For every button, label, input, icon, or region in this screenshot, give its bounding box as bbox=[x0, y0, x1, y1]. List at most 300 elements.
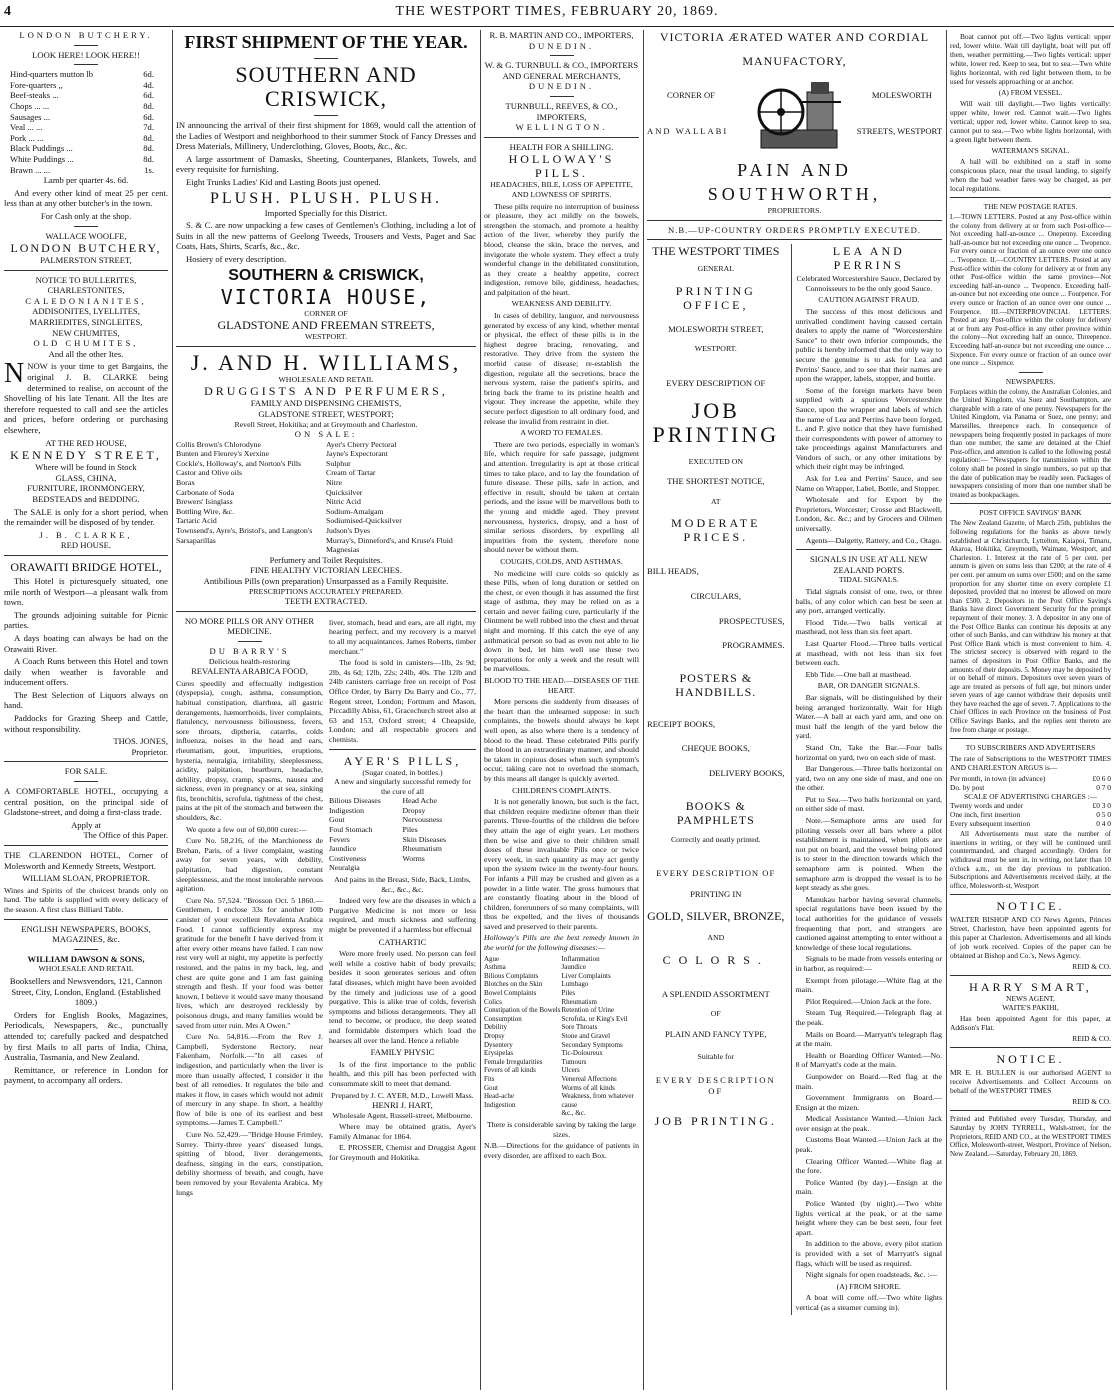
adv-rate-value: £0 3 0 bbox=[1092, 801, 1111, 811]
food-sold-text: The food is sold in canisters—1lb, 2s 9d; 2lb, 4s 6d; 12lb, 22s; 24lb, 40s. The 12lb and 24lb canisters carriage free on receipt of Post Office Order, by Barry Du Barry and Co., 77, Regent street, London; Fortnum and Mason, Piccadilly Abiss, 61, Gracechurch street also at 63 and 153, Oxford street; 4 Cheapside, London; and all respectable grocers and chemists. bbox=[329, 658, 476, 744]
molesworth-label: MOLESWORTH bbox=[871, 90, 932, 100]
cure-3: Cure No. 54,816.—From the Rev J. Campbell, Syderstone Rectory, near Fakenham, Norfolk.—"In all cases of indigestion, and particularly when the liver is more than usually affected, I consider it the best of all remedies. It regulates the bile and makes it flow, in cases which would not admit of mercury in any shape. In short, a healthy flow of bile is one of its earliest and best symptoms.—James T. Campbell." bbox=[176, 1032, 323, 1128]
disease-item: Debility bbox=[484, 1023, 507, 1032]
sig-p10: Manukau harbor having several channels, special regulations have been issued by the local authorities for the guidance of vessels frequenting that port, and strangers are cautioned against attempting to enter without a knowledge of these local regulations. bbox=[795, 894, 942, 952]
victoria-house: VICTORIA HOUSE, bbox=[220, 284, 432, 309]
divider bbox=[74, 64, 98, 65]
ayers-disease: Bilious Diseases bbox=[329, 796, 381, 806]
signal-item: Medical Assistance Wanted.—Union Jack over ensign at the peak. bbox=[795, 1114, 942, 1133]
ayers-left bbox=[329, 796, 403, 873]
notice-1-text: WALTER BISHOP AND CO News Agents, Princes Street, Charleston, have been appointed agents for this paper at Charleston. Advertisements and all kinds of job work received. Copies of the paper can be obtained at Bishop and Co.'s, News Agency. bbox=[950, 915, 1111, 961]
orawaiti-paragraph: A days boating can always be had on the Orawaiti River. bbox=[4, 632, 168, 654]
harry-text: Has been appointed Agent for this paper, at Addison's Flat. bbox=[950, 1014, 1111, 1033]
column-divider bbox=[480, 30, 481, 1390]
price-item: Sausages ... bbox=[10, 111, 51, 122]
price-item: Beef-steaks ... bbox=[10, 90, 59, 101]
sig-p11: Signals to be made from vessels entering or in harbor, as required:— bbox=[795, 954, 942, 973]
ayers-disease: Rheumatism bbox=[402, 844, 442, 854]
ayers-disease: Fevers bbox=[329, 834, 350, 844]
disease-item: Consumption bbox=[484, 1014, 522, 1023]
divider bbox=[950, 1110, 1111, 1111]
rate-row bbox=[950, 783, 1111, 792]
where-text: Where may be obtained gratis, Ayer's Family Almanac for 1864. bbox=[329, 1122, 476, 1141]
from-vessel: (A) FROM VESSEL. bbox=[998, 88, 1063, 97]
signal-item: Exempt from pilotage.—White flag at the main. bbox=[795, 975, 942, 995]
disease-item: Stone and Gravel bbox=[561, 1032, 611, 1040]
ayers-right bbox=[403, 796, 477, 873]
on-sale-item: Collis Brown's Chlorodyne bbox=[176, 439, 262, 449]
cash-text: For Cash only at the shop. bbox=[40, 210, 132, 221]
ayers-ad bbox=[329, 616, 476, 1199]
damasks-text: A large assortment of Damasks, Sheeting, Counterpanes, Blankets, Towels, and every requisite for furnishing. bbox=[176, 153, 476, 175]
notice-to-ites bbox=[4, 275, 168, 360]
delicious: Delicious health-restoring bbox=[208, 656, 291, 666]
disease-item: Liver Complaints bbox=[561, 971, 611, 980]
ayers-disease: Indigestion bbox=[329, 805, 365, 815]
orawaiti-paragraph: The grounds adjoining suitable for Picnic parties. bbox=[4, 609, 168, 631]
lea-p4: Wholesale and for Export by the Proprietors, Worcester; Crosse and Blackwell, London, &c. &c.; and by Grocers and Oilmen universally. bbox=[795, 495, 942, 534]
disease-item: Indigestion bbox=[484, 1100, 516, 1109]
column-5 bbox=[950, 30, 1111, 1390]
ayers-disease: Piles bbox=[402, 825, 418, 835]
on-sale-left bbox=[176, 440, 326, 555]
divider bbox=[238, 641, 262, 642]
shortest-notice: THE SHORTEST NOTICE, bbox=[667, 476, 765, 487]
molesworth-street: MOLESWORTH STREET, bbox=[668, 323, 764, 334]
southern-criswick-heading: SOUTHERN AND CRISWICK, bbox=[235, 62, 417, 111]
apply-at: Apply at bbox=[71, 819, 101, 830]
cathartic-heading: CATHARTIC bbox=[378, 936, 427, 947]
ayers-disease: Skin Diseases bbox=[402, 834, 447, 844]
diseases-list bbox=[484, 955, 639, 1118]
leeches: FINE HEALTHY VICTORIAN LEECHES. bbox=[250, 565, 402, 576]
remittance-text: Remittance, or reference in London for payment, to accompany all orders. bbox=[4, 1064, 168, 1086]
on-sale-item: Sulphur bbox=[326, 458, 351, 468]
du-barry-heading: DU BARRY'S bbox=[209, 645, 290, 656]
look-here: LOOK HERE! LOOK HERE!! bbox=[32, 49, 140, 60]
printing-ad bbox=[647, 244, 785, 1314]
price-item: Brawn ... ... bbox=[10, 164, 51, 175]
holloway-heading: HOLLOWAY'S PILLS. bbox=[508, 152, 615, 181]
divider bbox=[4, 555, 168, 556]
sale-hotel-text: A COMFORTABLE HOTEL, occupying a central position, on the principal side of Gladstone-street, and doing a first-class trade. bbox=[4, 786, 168, 818]
sig-p7: Bar Dangerous.—Three balls horizontal on yard, two on any one side of mast, and one on the other. bbox=[795, 764, 942, 793]
rate-value: 0 7 0 bbox=[1096, 783, 1111, 793]
savings-text: The New Zealand Gazette, of March 25th, publishes the following regulations for the banks as above newly established at Christchurch, Lyttelton, Kaiapoi, Timaru, Akaroa, Hokitika, Greymouth, Waimate, Westport, and Charleston. 1. Interest at the rate of 5 per cent. per annum is given on sums less than £200; at the rate of 4 per cent. per annum on sums over £500; and on the same proportion for any shorter time on every complete £1 deposited, provided that no interest be allowed on more than £500. 2. Depositors in the Post Office Saving's Banks have direct Government Security for the prompt repayment of their money. 3. A depositor in any one of the Post Office Banks can continue his deposits at any other of such Banks, and can withdraw his money at that Post Office Bank which is most convenient to him. 4. The strictest secrecy is observed with regard to the names of depositors in Post Office Banks, and the amounts of their deposits. 5. Money may be deposited by or on behalf of minors. Depositors over seven years of age are treated as persons of full age, but minors under seven years of age cannot withdraw their deposits until they have reached the age of seven. 7. Applications to the Chief Offices in each Province on the business of Post Office Savings Banks, and the replies sent thereto are free from charge or postage. bbox=[950, 519, 1111, 734]
dawson-address: Booksellers and Newsvendors, 121, Cannon Street, City, London, England. (Established 1809.) bbox=[9, 975, 163, 1008]
for-sale-heading: FOR SALE. bbox=[64, 766, 108, 777]
on-sale-item: Townsend's, Ayre's, Bristol's, and Langton's Sarsaparillas bbox=[176, 526, 313, 545]
price-row bbox=[4, 154, 168, 165]
column-divider bbox=[946, 30, 947, 1390]
disease-item: Bowel Complaints bbox=[484, 989, 537, 998]
masthead-rule bbox=[0, 26, 1114, 27]
holloway-p6: It is not generally known, but such is the fact, that children require medicine oftener than their parents. Three-fourths of the children die before they attain the age of eight years. Let mothers then be wise and give to their children small doses of these invaluable Pills once or twice every week, in such quantity as may act gently upon the system twice in the twenty-four hours. For infants a Pill may be crushed and given as a powder in a little water. The gross humours that are constantly floating about in the blood of children, forerunners of so many complaints, will thus be expelled, and the lives of thousands saved and preserved to their parents. bbox=[484, 797, 639, 931]
sig-p6: Stand On, Take the Bar.—Four balls horizontal on yard, two on each side of mast. bbox=[795, 742, 942, 762]
divider bbox=[4, 270, 168, 271]
disease-item: Fevers of all kinds bbox=[484, 1066, 536, 1075]
disease-item: Gout bbox=[484, 1083, 498, 1092]
reeves-heading: TURNBULL, REEVES, & CO., IMPORTERS, bbox=[505, 100, 618, 122]
disease-item: Lumbago bbox=[561, 980, 589, 989]
revell-street: Revell Street, Hokitika; and at Greymouth and Charleston. bbox=[234, 419, 418, 429]
signal-item: Clearing Officer Wanted.—White flag at the fore. bbox=[795, 1156, 942, 1176]
diseases-right bbox=[562, 955, 640, 1118]
first-shipment-heading: FIRST SHIPMENT OF THE YEAR. bbox=[184, 32, 468, 52]
divider bbox=[647, 220, 942, 221]
waterman-heading: WATERMAN'S SIGNAL. bbox=[991, 146, 1070, 155]
divider bbox=[950, 197, 1111, 198]
dropcap: N bbox=[4, 358, 25, 390]
ayers-disease: Dropsy bbox=[402, 805, 426, 815]
signal-item: Police Wanted (by day).—Ensign at the main. bbox=[795, 1177, 942, 1197]
prescriptions: PRESCRIPTIONS ACCURATELY PREPARED. bbox=[249, 586, 403, 596]
price-value: 6d. bbox=[143, 90, 154, 101]
divider bbox=[74, 45, 98, 46]
signal-item: Government Immigrants on Board.—Ensign at the mizen. bbox=[795, 1093, 942, 1112]
notice-line: ADDISONITES, LYELLITES, bbox=[32, 306, 140, 317]
unpacking-text: S. & C. are now unpacking a few cases of Gentlemen's Clothing, including a lot of Suits in all the new patterns of Geelong Tweeds, Trousers and Vests, Paget and Sac Coats, Hats, Shirts, Scarfs, &c., &c. bbox=[176, 220, 476, 252]
orawaiti-heading: ORAWAITI BRIDGE HOTEL, bbox=[10, 559, 162, 574]
thos-jones: THOS. JONES, bbox=[113, 736, 168, 747]
on-sale-item: Nitre bbox=[326, 478, 343, 488]
notice-line: MARRIEDITES, SINGLEITES, bbox=[29, 317, 143, 328]
col2-lower bbox=[176, 616, 476, 1199]
hosiery-text: Hosiery of every description. bbox=[186, 253, 287, 264]
subs-text: The rate of Subscriptions to the WESTPORT TIMES AND CHARLESTON ARGUS is— bbox=[950, 754, 1111, 773]
price-value: 8d. bbox=[143, 100, 154, 111]
books-pamphlets: BOOKS & PAMPHLETS bbox=[676, 798, 755, 827]
subscription-rates bbox=[950, 774, 1111, 792]
sloan-name: WILLIAM SLOAN, PROPRIETOR. bbox=[22, 873, 150, 884]
holloway-p4: No medicine will cure colds so quickly as these Pills, when of long duration or settled on the chest, or even though it has assumed the first stage of asthma, they may be relied on as a certain and never failing cure, particularly if the Ointment be well rubbed into the chest and throat night and morning. If this catch the eye of any asthmatical person so bad as even not able to lie down in bed, let him well use these two preparations for only a week and the result will be marvellous. bbox=[484, 568, 639, 674]
price-item: Pork ... ... bbox=[10, 132, 44, 143]
disease-item: Blotches on the Skin bbox=[484, 980, 543, 989]
holloway-p3: There are two periods, especially in woman's life, which require for safe passage, judgment and attention. Irregularity is apt at those critical times to take place, and to lay the foundation of future disease. These pills, safe in action, and effective in result, should be taken at certain periods, and the issue will be marvellous both to the young and middle aged. They prevent nervousness, hysterics, dropsy, and a host of similar serious disorders, by expelling all impurities from the system, therefore none should never be without them. bbox=[484, 439, 639, 555]
divider bbox=[550, 55, 574, 56]
bedsteads: BEDSTEADS and BEDDING. bbox=[32, 493, 140, 504]
disease-item: Ulcers bbox=[561, 1066, 580, 1075]
williams-heading: J. AND H. WILLIAMS, bbox=[190, 349, 462, 375]
disease-item: Piles bbox=[561, 989, 576, 998]
signal-list bbox=[796, 976, 942, 1238]
adv-rate-label: Every subsequent insertion bbox=[950, 819, 1031, 829]
splendid-assortment: A SPLENDID ASSORTMENT bbox=[661, 988, 770, 999]
price-item: Chops ... ... bbox=[10, 100, 50, 111]
on-sale-item: Sodiumised-Quicksilver bbox=[326, 516, 402, 526]
price-row bbox=[4, 122, 168, 133]
pains-text: And pains in the Breast, Side, Back, Limbs, &c., &c., &c. bbox=[334, 875, 471, 894]
disease-item: Ague bbox=[484, 954, 500, 963]
ayers-disease: Nervousness bbox=[402, 815, 443, 825]
on-sale-item: Brewers' Isinglass bbox=[176, 497, 233, 507]
physic-text: Is of the first importance to the public health, and this pill has been perfected with consummate skill to meet that demand. bbox=[329, 1059, 476, 1088]
announce-text: IN announcing the arrival of their first shipment for 1869, would call the attention of the Ladies of Westport and neighborhood to their summer Stock of Fancy Dresses and Dress Materials, Millinery, Underclothing, Gloves, Boots, &c., &c. bbox=[176, 120, 476, 152]
column-divider bbox=[643, 30, 644, 1390]
on-sale-item: Nitric Acid bbox=[326, 497, 361, 507]
adv-rate-value: 0 5 0 bbox=[1096, 810, 1111, 820]
cure-4: Cure No. 52,429.—"Bridge House Frimley, Surrey. Thirty-three years' diseased lungs, spitting of blood, liver derangements, deafness, singing in the ears, constipation, debility shortness of breath, and cough, have been removed by your Revalenta Arabica. My lungs bbox=[176, 1130, 323, 1197]
prospectuses: PROSPECTUSES, bbox=[718, 615, 785, 626]
price-item: Veal ... ... bbox=[10, 122, 43, 133]
notice-line: CALEDONIANITES, bbox=[25, 295, 147, 306]
divider bbox=[329, 749, 476, 750]
disease-item: Venereal Affections bbox=[561, 1074, 617, 1083]
revalenta-heading: REVALENTA ARABICA FOOD, bbox=[191, 666, 308, 677]
correctly-printed: Correctly and neatly printed. bbox=[670, 834, 761, 844]
column-1 bbox=[4, 30, 168, 1390]
now-body: NOW is your time to get Bargains, the original J. B. CLARKE being determined to realise, on account of the Shovelling of his late Tenant. All the Ites are therefore requested to call and see the articles and prices, before ordering or purchasing elsewhere, bbox=[4, 361, 168, 435]
disease-item: Tumours bbox=[561, 1057, 587, 1066]
notice-2-text: MR E. H. BULLEN is our authorised AGENT to receive Advertisements and Collect Accounts on behalf of the WESTPORT TIMES bbox=[950, 1068, 1111, 1096]
reid-2: REID & CO. bbox=[1072, 1034, 1111, 1044]
circulars: CIRCULARS, bbox=[690, 590, 741, 601]
price-list bbox=[4, 69, 168, 175]
furniture: FURNITURE, IRONMONGERY, bbox=[27, 483, 145, 494]
rate-row bbox=[950, 774, 1111, 783]
subscribers-heading: TO SUBSCRIBERS AND ADVERTISERS bbox=[965, 743, 1096, 753]
moderate-prices: MODERATE PRICES. bbox=[671, 516, 761, 545]
divider bbox=[74, 949, 98, 950]
ayers-list bbox=[329, 796, 476, 873]
sig-p8: Put to Sea.—Two balls horizontal on yard, on either side of mast. bbox=[795, 794, 942, 814]
programmes: PROGRAMMES. bbox=[722, 640, 785, 651]
disease-item: Retention of Urine bbox=[561, 1006, 614, 1015]
kennedy-street: KENNEDY STREET, bbox=[10, 448, 162, 463]
disease-item: Worms of all kinds bbox=[561, 1083, 615, 1092]
disease-item: Colics bbox=[484, 997, 502, 1006]
price-row bbox=[4, 101, 168, 112]
general-label: GENERAL bbox=[697, 264, 734, 274]
english-news-heading: ENGLISH NEWSPAPERS, BOOKS, MAGAZINES, &c. bbox=[21, 923, 151, 945]
now-text bbox=[4, 358, 168, 435]
sig-p1: Tidal signals consist of one, two, or three balls, of any color which can best be seen at any port, arranged vertically. bbox=[795, 587, 942, 616]
adv-rate-row bbox=[950, 801, 1111, 810]
office-label: The Office of this Paper. bbox=[83, 830, 168, 841]
page-number: 4 bbox=[4, 4, 11, 19]
divider bbox=[74, 226, 98, 227]
night-signals: Night signals for open roadsteads, &c. :— bbox=[805, 1270, 938, 1280]
disease-item: Secondary Symptoms bbox=[561, 1040, 623, 1049]
butchery-heading: LONDON BUTCHERY. bbox=[19, 30, 153, 40]
other-meat-text: And every other kind of meat 25 per cent. less than at any other butcher's in the town. bbox=[4, 187, 168, 209]
price-row bbox=[4, 143, 168, 154]
notice-line: NEW CHUMITES, bbox=[52, 327, 120, 338]
sale-text: The SALE is only for a short period, when the remainder will be disposed of by tender. bbox=[4, 506, 168, 528]
divider bbox=[950, 503, 1111, 504]
dunedin-2: DUNEDIN. bbox=[528, 81, 595, 92]
on-sale-item: Judson's Dyes bbox=[326, 526, 371, 536]
on-sale-item: Borax bbox=[176, 478, 196, 488]
dunedin-1: DUNEDIN. bbox=[528, 40, 595, 51]
plush-heading: PLUSH. PLUSH. PLUSH. bbox=[209, 189, 443, 207]
lea-agents: Agents—Dalgetty, Rattery, and Co., Otago. bbox=[805, 535, 942, 545]
dawson-name: WILLIAM DAWSON & SONS, bbox=[27, 953, 145, 964]
disease-item: Erysipelas bbox=[484, 1049, 514, 1058]
disease-item: Dropsy bbox=[484, 1032, 505, 1040]
price-value: 6d. bbox=[143, 69, 154, 80]
no-more-pills: NO MORE PILLS OR ANY OTHER MEDICINE. bbox=[184, 615, 315, 637]
sig-p5: Bar signals, will be distinguished by their being arranged horizontally. Wait for High Water.—A ball at each yard arm, and one on must half the length of the yard below the yard. bbox=[795, 692, 942, 741]
on-sale-item: Bunten and Fleurey's Xerxine bbox=[176, 449, 269, 459]
lea-p3: Ask for Lea and Perrins' Sauce, and see Name on Wrapper, Label, Bottle, and Stopper. bbox=[795, 474, 942, 493]
disease-item: Head-ache bbox=[484, 1092, 514, 1101]
delivery-books: DELIVERY BOOKS, bbox=[708, 767, 785, 778]
masthead bbox=[0, 0, 1114, 22]
saving-text: There is considerable saving by taking the large sizes. bbox=[486, 1119, 637, 1139]
price-row bbox=[4, 133, 168, 144]
orawaiti-paragraph: Paddocks for Grazing Sheep and Cattle, without responsibility. bbox=[4, 713, 168, 734]
printing-office: PRINTING OFFICE, bbox=[675, 283, 756, 312]
notice-1-heading: NOTICE. bbox=[996, 899, 1065, 914]
on-sale-item: Cockle's, Holloway's, and Norton's Pills bbox=[176, 458, 302, 468]
henri-hart: HENRI J. HART, bbox=[372, 1100, 433, 1111]
on-sale-item: Castor and Olive oils bbox=[176, 468, 243, 478]
ayers-disease: Jaundice bbox=[329, 844, 357, 854]
indeed-text: Indeed very few are the diseases in which a Purgative Medicine is not more or less required, and much sickness and suffering might be prevented if a harmless but effectual bbox=[329, 896, 476, 934]
red-house: AT THE RED HOUSE, bbox=[45, 437, 127, 448]
orawaiti-paragraph: A Coach Runs between this Hotel and town daily when weather is favorable and inducement offers. bbox=[4, 656, 168, 688]
vessel-text: Will wait till daylight.—Two lights vertically: upper white, lower red. Cannot wait.—Two lights vertical; upper red, lower white. Cannot keep to sea, cannot put to sea.—Two white lights horizontal, with a green light between them. bbox=[950, 99, 1111, 144]
hart-address: Wholesale Agent, Russell-street, Melbourne. bbox=[332, 1110, 473, 1120]
divider bbox=[484, 137, 639, 138]
divider bbox=[4, 919, 168, 920]
price-value: 4d. bbox=[143, 79, 154, 90]
sig-p3: Last Quarter Flood.—Three balls vertical at masthead, with not less than six feet between each. bbox=[795, 638, 942, 668]
divider bbox=[796, 549, 942, 550]
sig-p2: Flood Tide.—Two balls vertical at masthead, not less than six feet apart. bbox=[795, 617, 942, 637]
and-label: AND bbox=[707, 933, 725, 943]
martin-heading: R. B. MARTIN AND CO., IMPORTERS, bbox=[489, 30, 634, 40]
blood-heading: BLOOD TO THE HEAD.—DISEASES OF THE HEART. bbox=[484, 676, 639, 695]
signal-item: Gunpowder on Board.—Red flag at the main. bbox=[795, 1071, 942, 1091]
price-row bbox=[4, 80, 168, 91]
column-3 bbox=[484, 30, 639, 1390]
divider bbox=[950, 975, 1111, 976]
streets-label: STREETS, WESTPORT bbox=[856, 126, 942, 136]
price-item: Hind-quarters mutton lb bbox=[10, 69, 94, 80]
disease-item: Female Irregularities bbox=[484, 1057, 543, 1066]
on-sale-item: Quicksilver bbox=[326, 487, 363, 497]
price-row bbox=[4, 69, 168, 80]
plain-fancy: PLAIN AND FANCY TYPE, bbox=[665, 1029, 767, 1040]
adv-text: All Advertisements must state the number of insertions in writing, or they will be continued until countermanded, and charged accordingly. Orders for withdrawal must be sent in, in writing, not later than 10 o'clock a.m., on the day previous to publication. Subscriptions and Advertisements received daily, at the office, Molesworth-st, Westport bbox=[950, 830, 1111, 890]
signal-item: Steam Tug Required.—Telegraph flag at the peak. bbox=[795, 1008, 942, 1027]
boat-come: A boat will come off.—Two white lights vertical (as a steamer cuming in). bbox=[795, 1293, 942, 1312]
teeth-extracted: TEETH EXTRACTED. bbox=[284, 596, 368, 607]
scale-heading: SCALE OF ADVERTISING CHARGES :— bbox=[963, 792, 1097, 802]
signal-item: Health or Boarding Officer Wanted.—No. 8 of Marryatt's code at the main. bbox=[795, 1050, 942, 1070]
sugar-coated: (Sugar coated, in bottles.) bbox=[362, 767, 443, 777]
lea-perrins-sub: Celebrated Worcestershire Sauce, Declared by Connoisseurs to be the only good Sauce. bbox=[796, 274, 942, 293]
orawaiti-paragraph: The Best Selection of Liquors always on hand. bbox=[4, 689, 168, 711]
ayers-disease: Foul Stomach bbox=[329, 825, 373, 835]
druggists: DRUGGISTS AND PERFUMERS, bbox=[204, 384, 448, 399]
best-remedy: Holloway's Pills are the best remedy known in the world for the following diseases:— bbox=[484, 933, 639, 953]
price-item: Black Puddings ... bbox=[10, 143, 73, 154]
on-sale-item: Murray's, Dinneford's, and Kruse's Fluid Magnesias bbox=[326, 535, 453, 555]
sc-heading: SOUTHERN & CRISWICK, bbox=[228, 266, 424, 284]
pain-southworth: PAIN AND SOUTHWORTH, bbox=[707, 160, 882, 204]
gladstone-freeman: GLADSTONE AND FREEMAN STREETS, bbox=[217, 318, 435, 333]
stock-text: Where will be found in Stock bbox=[35, 462, 137, 473]
prosser-text: E. PROSSER, Chemist and Druggist Agent for Greymouth and Hokitika. bbox=[329, 1143, 476, 1163]
headaches-heading: HEADACHES, BILE, LOSS OF APPETITE, AND LOWNESS OF SPIRITS. bbox=[490, 180, 633, 199]
lea-perrins-heading: LEA AND PERRINS bbox=[832, 244, 905, 273]
ayers-pills-heading: AYER'S PILLS, bbox=[343, 753, 462, 768]
cheque-books: CHEQUE BOOKS, bbox=[681, 743, 750, 754]
cure-2: Cure No. 57,524. "Brosson Oct. 5 1860.—Gentlemen, I enclose 33s for another 10lb canister of your excellent Revalenta Arabica Food. I cannot sufficiently express my gratitude for the benefit I have derived from it after every other means have failed. I can now rest very well at night, my appetite is perfectly restored, and the pains in my back, leg, and chest are quite gone and I am fast gaining strength and flesh. If your food was better known, I believe it would save many thousand lives, which are destroyed recklessly by poisonous drugs, and many families would be saved from utter ruin. Mrs A Owen." bbox=[176, 895, 323, 1030]
family-physic-heading: FAMILY PHYSIC bbox=[370, 1047, 435, 1058]
eight-trunks: Eight Trunks Ladies' Kid and Lasting Boots just opened. bbox=[186, 176, 381, 187]
price-value: 6d. bbox=[143, 111, 154, 122]
sig-p4: Ebb Tide.—One ball at masthead. bbox=[805, 669, 912, 679]
cathartic-text: Were more freely used. No person can feel well while a costive habit of body prevails; besides it soon generates serious and often fatal diseases, which might have been avoided by the timely and judicious use of a good purgative. This is alike true of colds, feverish symptoms and bilious derangements. They all tend to become, or produce, the deep seated and formidable distempers which load the hearses all over the land. Hence a reliable bbox=[329, 949, 476, 1045]
woolfe-name: WALLACE WOOLFE, bbox=[45, 230, 127, 241]
price-value: 1s. bbox=[144, 164, 154, 175]
executed-on: EXECUTED ON bbox=[688, 456, 743, 466]
divider bbox=[4, 845, 168, 846]
waterman-text: A ball will be exhibited on a staff in some conspicuous place, near the usual landing, to signify when the bad weather fares way be charged, as per local regulations. bbox=[950, 157, 1111, 193]
rate-value: £0 6 0 bbox=[1092, 774, 1111, 784]
du-barry-ad bbox=[176, 616, 323, 1199]
health-heading: HEALTH FOR A SHILLING. bbox=[509, 141, 614, 152]
notice-line: NOTICE TO BULLERITES, bbox=[35, 274, 137, 285]
job-printing-2: JOB PRINTING. bbox=[654, 1114, 777, 1129]
cure-1: Cure No. 58,216, of the Marchioness de Brehan, Paris, of a liver complaint, wasting away for seven years, with debility, palpitation, bad digestion, constant sleeplessness, and the most intolerable nervous agitation. bbox=[176, 836, 323, 894]
of-label: OF bbox=[710, 1009, 721, 1019]
signals-heading: SIGNALS IN USE AT ALL NEW ZEALAND PORTS. bbox=[809, 554, 928, 575]
ayers-disease: Worms bbox=[402, 853, 425, 863]
bill-heads: BILL HEADS, bbox=[647, 566, 699, 577]
newspaper-title: THE WESTPORT TIMES, FEBRUARY 20, 1869. bbox=[395, 4, 719, 19]
on-sale-item: Sodium-Amalgam bbox=[326, 506, 384, 516]
every-description: EVERY DESCRIPTION OF bbox=[666, 377, 766, 388]
divider bbox=[314, 115, 338, 116]
col4-lower bbox=[647, 244, 942, 1314]
adv-rate-label: Twenty words and under bbox=[950, 801, 1024, 811]
ayers-disease: Costiveness bbox=[329, 853, 367, 863]
manufactory-block bbox=[647, 68, 942, 158]
lamb-price: Lamb per quarter 4s. 6d. bbox=[43, 175, 129, 186]
divider bbox=[176, 346, 476, 347]
manufactory-heading: MANUFACTORY, bbox=[742, 54, 847, 68]
corner-of: CORNER OF bbox=[304, 308, 348, 318]
divider bbox=[550, 96, 574, 97]
tidal-heading: TIDAL SIGNALS. bbox=[838, 575, 899, 585]
advertising-rates bbox=[950, 801, 1111, 828]
holloway-p1: These pills require no interruption of business or pleasure, they act mildly on the bowels, strengthen the stomach, and promote a healthy action of the liver, whereby they purify the blood, cleanse the skin, brace the nerves, and invigorate the whole system. They effect a truly wonderful change in the debilitated constitution, as they create a healthy appetite, correct indigestion, remove bile, giddiness, headaches, and palpitation of the heart. bbox=[484, 201, 639, 297]
coughs-heading: COUGHS, COLDS, AND ASTHMAS. bbox=[500, 556, 623, 566]
females-heading: A WORD TO FEMALES. bbox=[520, 428, 603, 438]
column-divider bbox=[172, 30, 173, 1390]
price-row bbox=[4, 90, 168, 101]
disease-item: Dysentery bbox=[484, 1040, 513, 1049]
disease-item: Scrofula, or King's Evil bbox=[561, 1014, 628, 1023]
red-house-2: RED HOUSE. bbox=[60, 540, 112, 551]
price-row bbox=[4, 112, 168, 123]
notice-2-heading: NOTICE. bbox=[996, 1052, 1065, 1067]
on-sale-item: Carbonate of Soda bbox=[176, 487, 235, 497]
disease-item: Constipation of the Bowels bbox=[484, 1006, 561, 1015]
dawson-sub: WHOLESALE AND RETAIL bbox=[38, 964, 134, 974]
receipt-books: RECEIPT BOOKS, bbox=[647, 718, 716, 729]
bar-heading: BAR, OR DANGER SIGNALS. bbox=[817, 681, 920, 691]
harry-smart: HARRY SMART, bbox=[969, 980, 1092, 995]
price-value: 8d. bbox=[143, 132, 154, 143]
sig-p12: In addition to the above, every pilot station is provided with a set of Marryatt's signal flags, which will be used as required. bbox=[795, 1239, 942, 1268]
rate-label: Do. by post bbox=[950, 783, 985, 793]
